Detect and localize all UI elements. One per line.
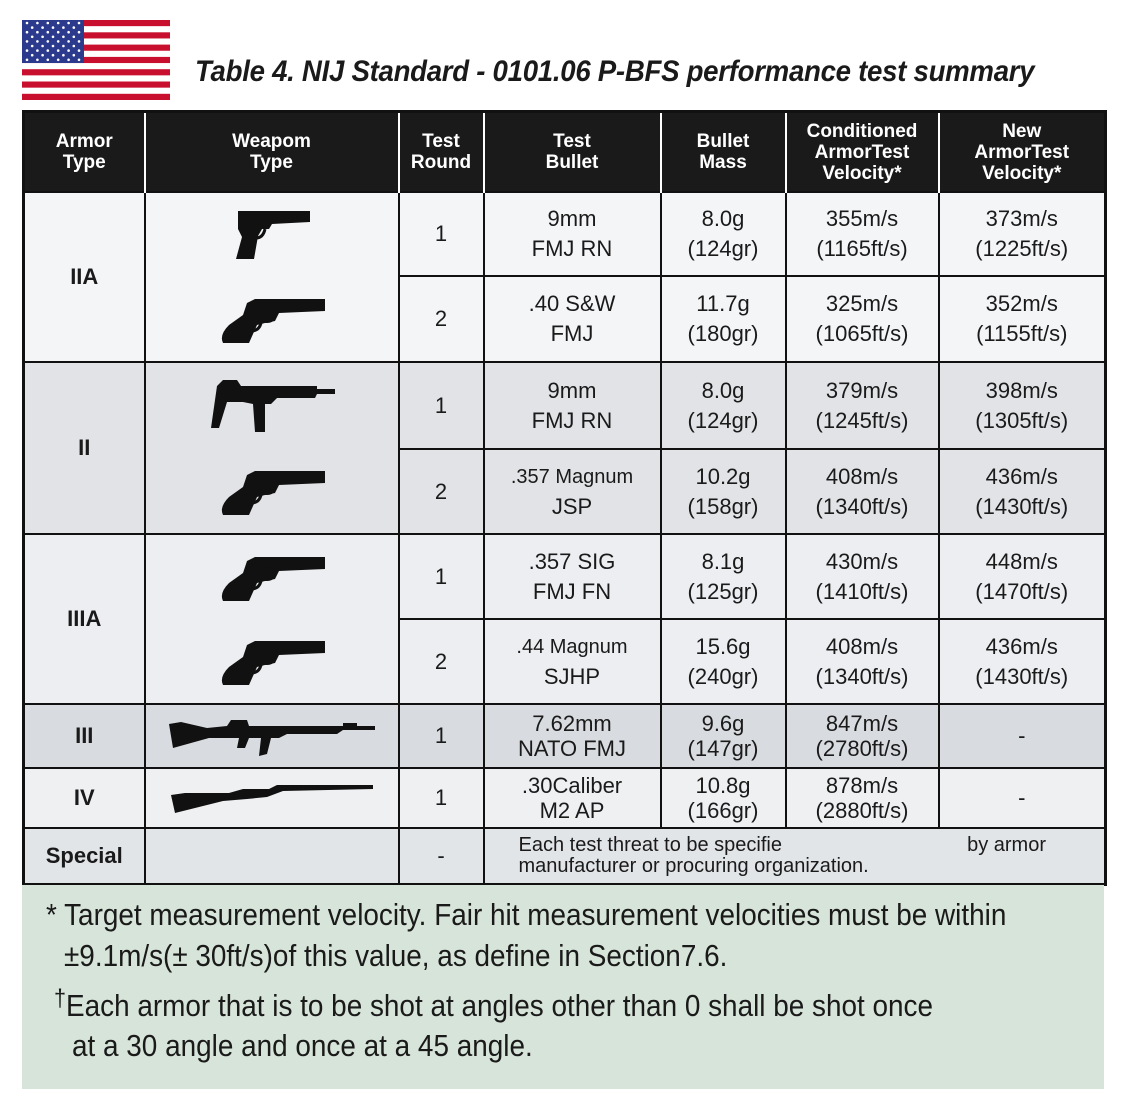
table-row [24, 768, 1106, 828]
weapon-cell [145, 534, 399, 704]
table-row [24, 362, 1106, 449]
round-cell: - [399, 828, 484, 884]
new-velocity-cell: - [939, 768, 1106, 828]
mass-cell: 8.0g (124gr) [661, 192, 786, 276]
weapon-cell [145, 362, 399, 534]
round-cell: 1 [399, 534, 484, 619]
footnotes-box [22, 885, 1104, 1089]
armor-type-cell: IV [24, 768, 145, 828]
conditioned-velocity-cell: 325m/s (1065ft/s) [786, 276, 939, 362]
new-velocity-cell: 398m/s (1305ft/s) [939, 362, 1106, 449]
new-velocity-cell: 436m/s (1430ft/s) [939, 449, 1106, 534]
armor-type-cell: IIA [24, 192, 145, 362]
new-velocity-cell: 352m/s (1155ft/s) [939, 276, 1106, 362]
revolver-icon [217, 291, 327, 347]
conditioned-velocity-cell: 379m/s (1245ft/s) [786, 362, 939, 449]
armor-type-cell: Special [24, 828, 145, 884]
mass-cell: 11.7g (180gr) [661, 276, 786, 362]
header-new-velocity: New ArmorTest Velocity* [939, 112, 1106, 193]
table-row [24, 534, 1106, 619]
armor-type-cell: III [24, 704, 145, 768]
mass-cell: 10.2g (158gr) [661, 449, 786, 534]
conditioned-velocity-cell: 408m/s (1340ft/s) [786, 449, 939, 534]
header-armor-type: Armor Type [24, 112, 145, 193]
new-velocity-cell: 436m/s (1430ft/s) [939, 619, 1106, 704]
round-cell: 1 [399, 362, 484, 449]
bullet-cell: .30Caliber M2 AP [484, 768, 661, 828]
special-note-cell: Each test threat to be specifie by armor manufacturer or procuring organization. [484, 828, 1106, 884]
rifle-icon [169, 781, 375, 815]
round-cell: 2 [399, 449, 484, 534]
weapon-cell [145, 768, 399, 828]
footnote-velocity-cont: ±9.1m/s(± 30ft/s)of this value, as define in Section7.6. [64, 938, 728, 973]
header-conditioned-velocity: Conditioned ArmorTest Velocity* [786, 112, 939, 193]
revolver-icon [217, 633, 327, 689]
new-velocity-cell: - [939, 704, 1106, 768]
revolver-icon [217, 549, 327, 605]
dagger-mark: † [54, 985, 67, 1012]
armor-type-cell: II [24, 362, 145, 534]
revolver-icon [217, 463, 327, 519]
bullet-cell: 7.62mm NATO FMJ [484, 704, 661, 768]
table-row [24, 192, 1106, 276]
conditioned-velocity-cell: 355m/s (1165ft/s) [786, 192, 939, 276]
bullet-cell: .357 SIG FMJ FN [484, 534, 661, 619]
table-row [24, 828, 1106, 884]
weapon-cell [145, 704, 399, 768]
round-cell: 1 [399, 768, 484, 828]
conditioned-velocity-cell: 878m/s (2880ft/s) [786, 768, 939, 828]
armor-type-cell: IIIA [24, 534, 145, 704]
header-weapon-type: Weapom Type [145, 112, 399, 193]
table-row [24, 704, 1106, 768]
us-flag-icon [22, 20, 170, 100]
page-title: Table 4. NIJ Standard - 0101.06 P-BFS performance test summary [195, 55, 1035, 88]
round-cell: 2 [399, 619, 484, 704]
mass-cell: 9.6g (147gr) [661, 704, 786, 768]
bullet-cell: 9mm FMJ RN [484, 362, 661, 449]
new-velocity-cell: 448m/s (1470ft/s) [939, 534, 1106, 619]
round-cell: 1 [399, 192, 484, 276]
conditioned-velocity-cell: 847m/s (2780ft/s) [786, 704, 939, 768]
bullet-cell: .357 Magnum JSP [484, 449, 661, 534]
weapon-cell [145, 192, 399, 362]
bullet-cell: .40 S&W FMJ [484, 276, 661, 362]
conditioned-velocity-cell: 408m/s (1340ft/s) [786, 619, 939, 704]
submachine-gun-icon [207, 376, 337, 436]
assault-rifle-icon [167, 714, 377, 758]
new-velocity-cell: 373m/s (1225ft/s) [939, 192, 1106, 276]
table-header-row [24, 112, 1106, 193]
footnote-angle-cont: at a 30 angle and once at a 45 angle. [72, 1028, 533, 1063]
footnote-angle: †Each armor that is to be shot at angles other than 0 shall be shot once [54, 985, 934, 1023]
header-bullet-mass: Bullet Mass [661, 112, 786, 193]
mass-cell: 8.0g (124gr) [661, 362, 786, 449]
header-test-round: Test Round [399, 112, 484, 193]
bullet-cell: 9mm FMJ RN [484, 192, 661, 276]
round-cell: 2 [399, 276, 484, 362]
conditioned-velocity-cell: 430m/s (1410ft/s) [786, 534, 939, 619]
mass-cell: 8.1g (125gr) [661, 534, 786, 619]
footnote-velocity: * Target measurement velocity. Fair hit measurement velocities must be within [46, 897, 1007, 932]
round-cell: 1 [399, 704, 484, 768]
bullet-cell: .44 Magnum SJHP [484, 619, 661, 704]
mass-cell: 15.6g (240gr) [661, 619, 786, 704]
header-test-bullet: Test Bullet [484, 112, 661, 193]
mass-cell: 10.8g (166gr) [661, 768, 786, 828]
weapon-cell [145, 828, 399, 884]
performance-table [22, 110, 1107, 886]
pistol-icon [232, 207, 312, 263]
